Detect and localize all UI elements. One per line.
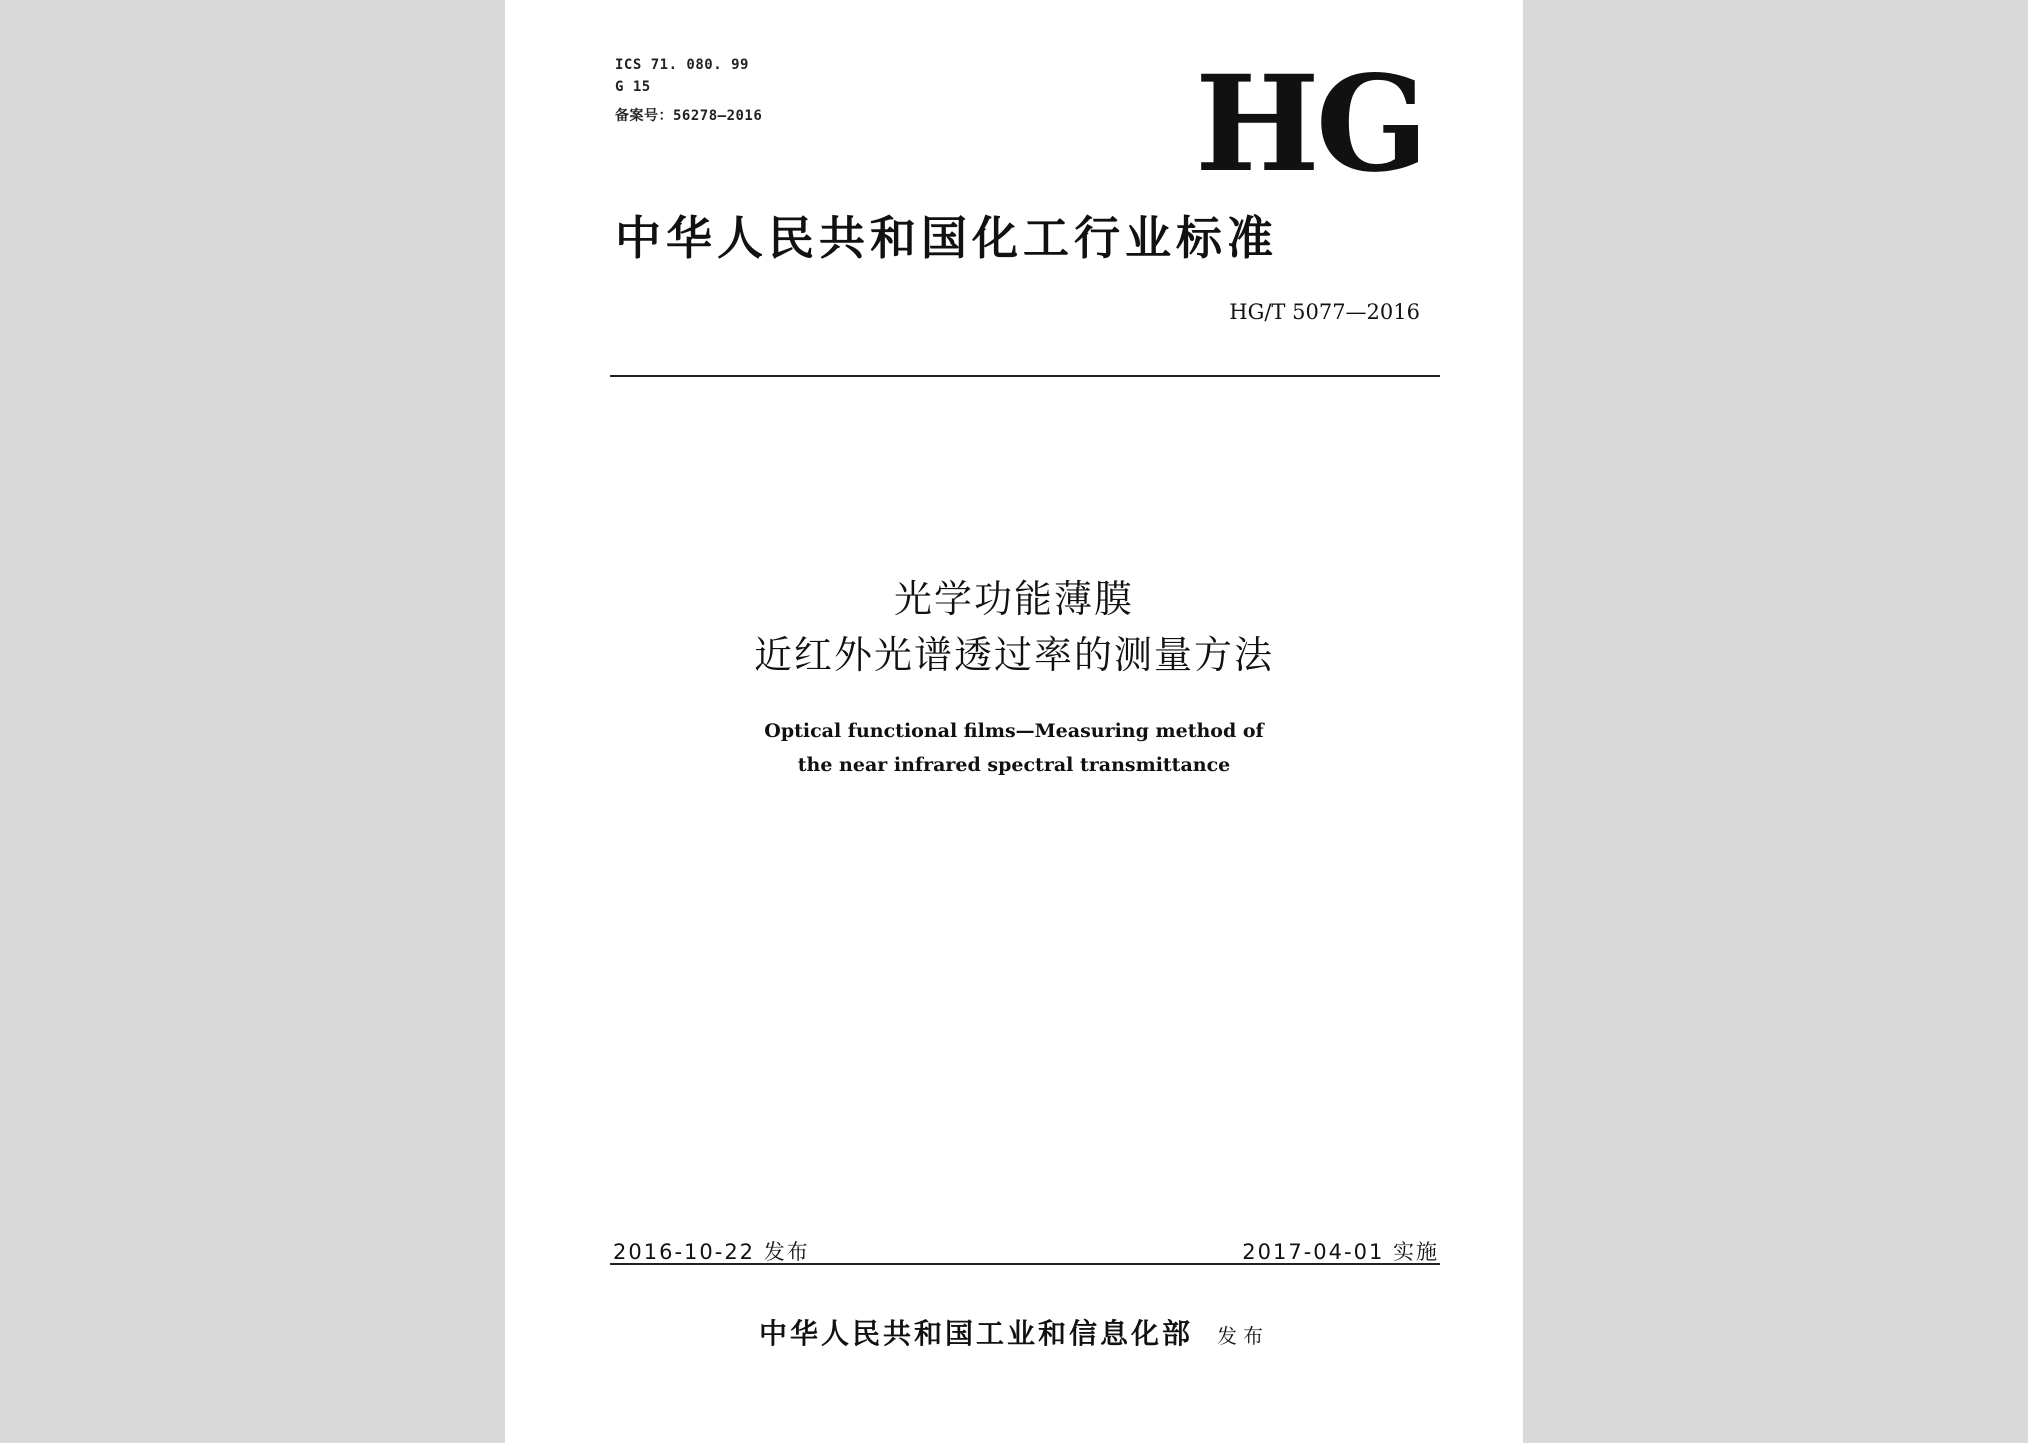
title-en-line2: the near infrared spectral transmittance bbox=[797, 754, 1231, 776]
ics-code: ICS 71. 080. 99 bbox=[615, 57, 749, 73]
issuer-line bbox=[505, 1312, 1523, 1352]
title-cn-line2: 近红外光谱透过率的测量方法 bbox=[753, 633, 1274, 677]
title-cn-line1: 光学功能薄膜 bbox=[893, 577, 1134, 621]
standard-number: HG/T 5077—2016 bbox=[1229, 300, 1420, 324]
issuer-action: 发布 bbox=[1217, 1324, 1269, 1348]
implementation-date: 2017-04-01 实施 bbox=[1242, 1240, 1439, 1264]
standard-category-title: 中华人民共和国化工行业标准 bbox=[615, 211, 1278, 265]
hg-logo: HG bbox=[1195, 47, 1425, 202]
bottom-divider bbox=[610, 1263, 1440, 1265]
issuer-organization: 中华人民共和国工业和信息化部 bbox=[758, 1317, 1193, 1350]
record-number: 备案号：56278—2016 bbox=[615, 108, 763, 124]
title-en-line1: Optical functional films—Measuring method of bbox=[764, 720, 1264, 742]
classification-code: G 15 bbox=[615, 79, 651, 95]
issue-date: 2016-10-22 发布 bbox=[613, 1240, 810, 1264]
document-page bbox=[505, 0, 1523, 1443]
top-divider bbox=[610, 375, 1440, 377]
